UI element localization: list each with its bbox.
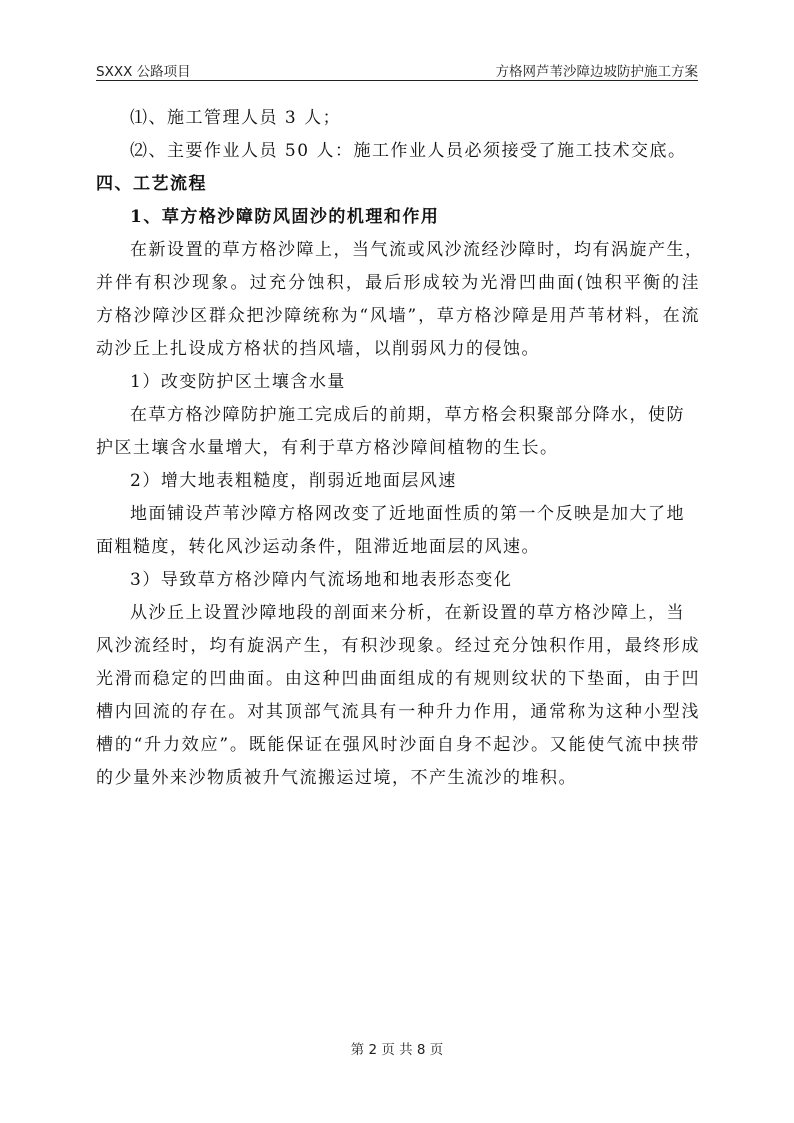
item-heading-roughness: 2）增大地表粗糙度，削弱近地面层风速 [130, 471, 457, 491]
item-heading-moisture: 1）改变防护区土壤含水量 [130, 372, 346, 392]
paragraph-line: 槽的“升力效应”。既能保证在强风时沙面自身不起沙。又能使气流中挟带 [96, 735, 700, 755]
section-heading-process: 四、工艺流程 [96, 174, 207, 194]
document-body [96, 102, 704, 795]
paragraph-line: 从沙丘上设置沙障地段的剖面来分析，在新设置的草方格沙障上，当 [130, 603, 685, 623]
paragraph-line: 光滑而稳定的凹曲面。由这种凹曲面组成的有规则纹状的下垫面，由于凹 [96, 669, 700, 689]
page-header [96, 58, 698, 81]
header-document-title: 方格网芦苇沙障边坡防护施工方案 [495, 64, 698, 80]
staff-management-line: ⑴、施工管理人员 3 人； [130, 108, 342, 128]
paragraph-line: 在新设置的草方格沙障上，当气流或风沙流经沙障时，均有涡旋产生， [130, 240, 704, 260]
paragraph-line: 并伴有积沙现象。过充分蚀积，最后形成较为光滑凹曲面(蚀积平衡的洼 [96, 273, 700, 293]
item-heading-airflow: 3）导致草方格沙障内气流场地和地表形态变化 [130, 570, 513, 590]
paragraph-line: 地面铺设芦苇沙障方格网改变了近地面性质的第一个反映是加大了地 [130, 504, 685, 524]
subsection-heading-mechanism: 1、草方格沙障防风固沙的机理和作用 [130, 207, 440, 227]
paragraph-line: 面粗糙度，转化风沙运动条件，阻滞近地面层的风速。 [96, 537, 540, 557]
paragraph-line: 风沙流经时，均有旋涡产生，有积沙现象。经过充分蚀积作用，最终形成 [96, 636, 700, 656]
paragraph-line: 动沙丘上扎设成方格状的挡风墙，以削弱风力的侵蚀。 [96, 339, 540, 359]
paragraph-line: 方格沙障沙区群众把沙障统称为“风墙”，草方格沙障是用芦苇材料，在流 [96, 306, 700, 326]
paragraph-line: 槽内回流的存在。对其顶部气流具有一种升力作用，通常称为这种小型浅 [96, 702, 700, 722]
paragraph-line: 在草方格沙障防护施工完成后的前期，草方格会积聚部分降水，使防 [130, 405, 685, 425]
paragraph-line: 的少量外来沙物质被升气流搬运过境，不产生流沙的堆积。 [96, 768, 577, 788]
paragraph-line: 护区土壤含水量增大，有利于草方格沙障间植物的生长。 [96, 438, 559, 458]
staff-workers-line: ⑵、主要作业人员 50 人：施工作业人员必须接受了施工技术交底。 [130, 141, 687, 161]
header-project-name: SXXX 公路项目 [96, 64, 191, 80]
page-footer: 第 2 页 共 8 页 [350, 1042, 444, 1058]
